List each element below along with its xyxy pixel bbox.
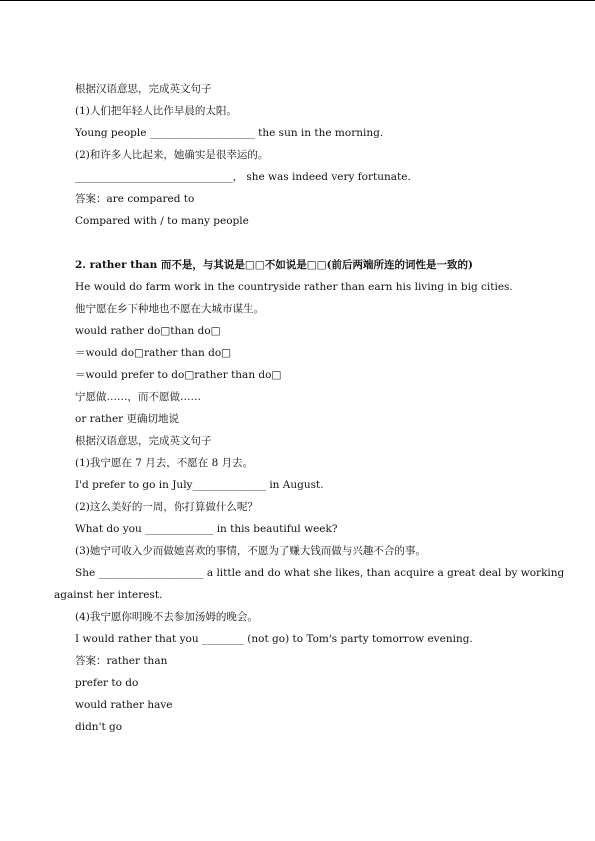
text-line: 他宁愿在乡下种地也不愿在大城市谋生。 <box>75 303 264 315</box>
text-line: or rather 更确切地说 <box>75 413 180 425</box>
text-line: (1)人们把年轻人比作早晨的太阳。 <box>75 105 237 117</box>
text-line: ______________________________， she was indeed very fortunate. <box>75 171 411 183</box>
text-line: (1)我宁愿在 7 月去，不愿在 8 月去。 <box>75 457 254 469</box>
answer-line: would rather have <box>75 699 173 711</box>
text-line: 根据汉语意思，完成英文句子 <box>75 435 212 447</box>
text-line: He would do farm work in the countryside rather than earn his living in big cities. <box>75 281 513 293</box>
text-line: (3)她宁可收入少而做她喜欢的事情，不愿为了赚大钱而做与兴趣不合的事。 <box>75 545 426 557</box>
text-line: (2)这么美好的一周，你打算做什么呢？ <box>75 501 258 513</box>
text-line: against her interest. <box>54 589 163 601</box>
text-line: She ____________________ a little and do what she likes, than acquire a great deal by working <box>75 567 565 579</box>
text-line: (4)我宁愿你明晚不去参加汤姆的晚会。 <box>75 611 258 623</box>
text-line: ＝would do□rather than do□ <box>75 347 232 359</box>
answer-line: didn't go <box>75 721 123 733</box>
text-line: 根据汉语意思，完成英文句子 <box>75 83 212 95</box>
section-heading: 2. rather than 而不是，与其说是□□不如说是□□(前后两端所连的词性是一致的) <box>75 259 473 271</box>
text-line: Young people ____________________ the sun in the morning. <box>75 127 384 139</box>
answer-line: 答案：are compared to <box>75 193 195 205</box>
text-line: What do you _____________ in this beautiful week? <box>75 523 338 535</box>
answer-line: 答案：rather than <box>75 655 168 667</box>
text-line: 宁愿做……，而不愿做…… <box>75 391 201 403</box>
text-line: I would rather that you ________ (not go) to Tom's party tomorrow evening. <box>75 633 473 645</box>
text-line: would rather do□than do□ <box>75 325 221 337</box>
text-line: ＝would prefer to do□rather than do□ <box>75 369 282 381</box>
text-line: I'd prefer to go in July______________ in August. <box>75 479 324 491</box>
page-top-rule <box>0 0 595 1</box>
answer-line: Compared with / to many people <box>75 215 249 227</box>
answer-line: prefer to do <box>75 677 139 689</box>
text-line: (2)和许多人比起来，她确实是很幸运的。 <box>75 149 269 161</box>
